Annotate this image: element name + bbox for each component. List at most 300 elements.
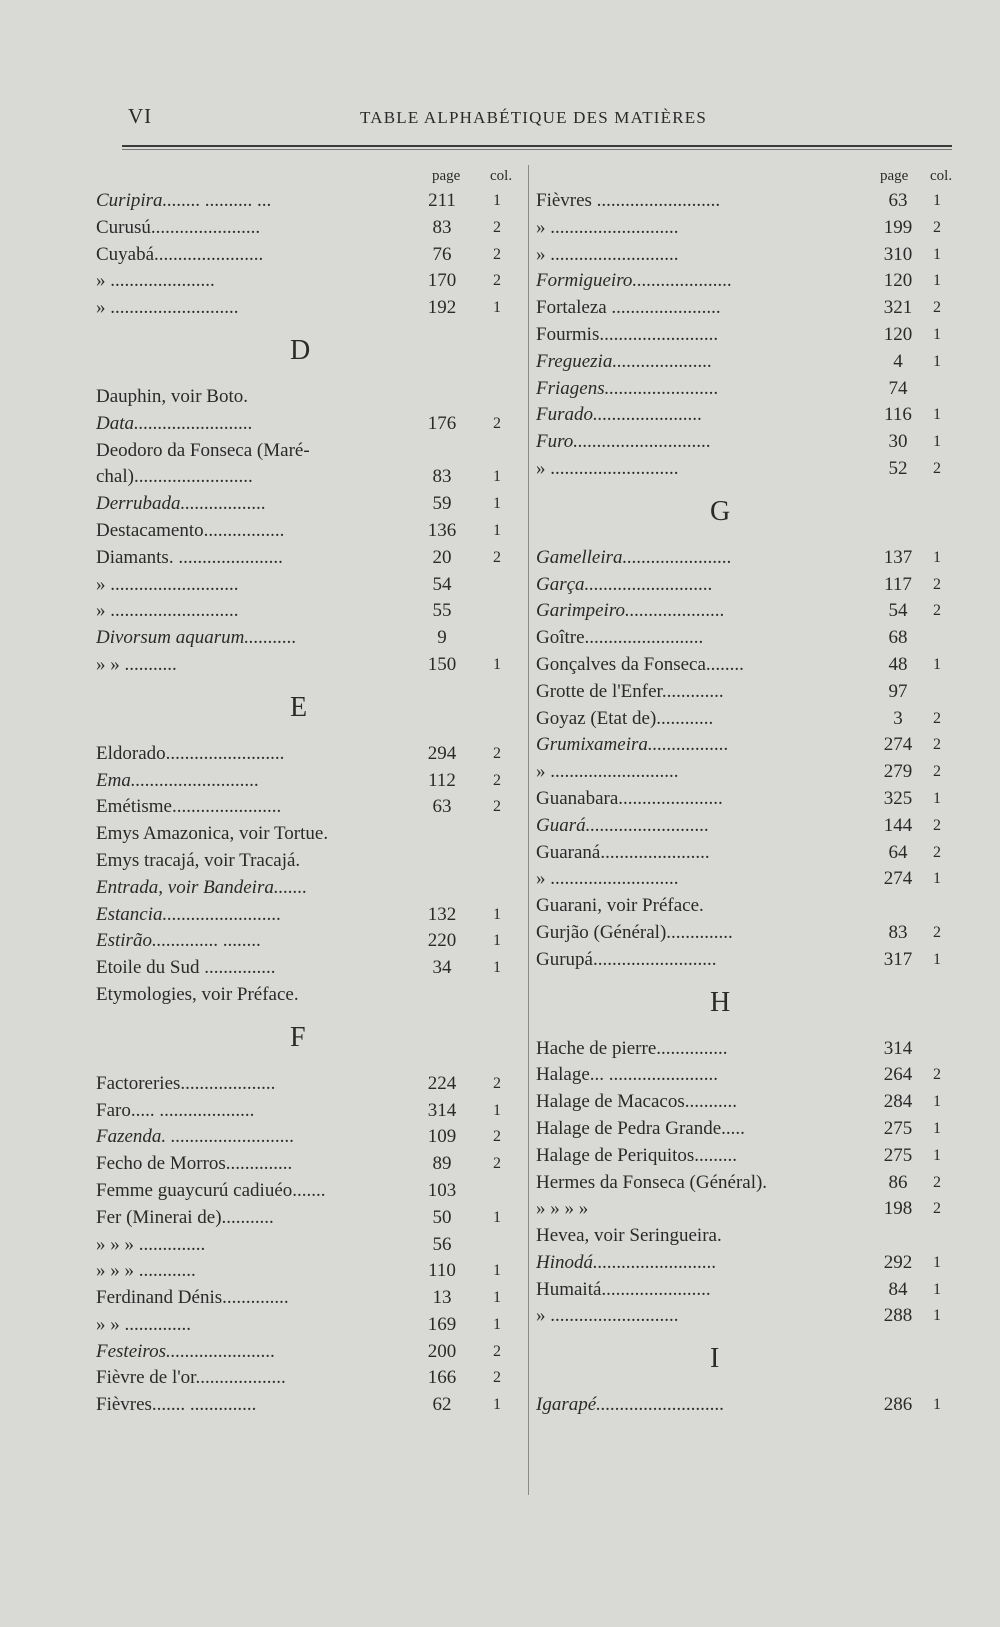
entry-label: » ........................... bbox=[536, 868, 679, 890]
entry-label: Igarapé........................... bbox=[536, 1394, 725, 1416]
entry-page: 199 bbox=[883, 216, 913, 238]
entry-label: Grumixameira................. bbox=[536, 734, 729, 756]
entry-label: Freguezia..................... bbox=[536, 350, 713, 372]
entry-page: 48 bbox=[888, 653, 908, 675]
entry-label: Fecho de Morros.............. bbox=[96, 1153, 293, 1175]
index-entry bbox=[86, 794, 516, 821]
index-entry bbox=[528, 1392, 958, 1419]
entry-label: Halage... ....................... bbox=[536, 1064, 719, 1086]
entry-label: Garimpeiro..................... bbox=[536, 600, 725, 622]
index-entry bbox=[86, 1312, 516, 1339]
entry-col: 1 bbox=[933, 352, 941, 370]
entry-col: 1 bbox=[493, 299, 501, 317]
entry-page: 83 bbox=[432, 466, 452, 488]
entry-col: 1 bbox=[933, 1146, 941, 1164]
entry-col: 2 bbox=[933, 843, 941, 861]
entry-page: 62 bbox=[432, 1394, 452, 1416]
entry-page: 59 bbox=[432, 493, 452, 515]
entry-page: 83 bbox=[432, 216, 452, 238]
entry-col: 2 bbox=[493, 1074, 501, 1092]
index-entry bbox=[528, 759, 958, 786]
page-number: VI bbox=[128, 104, 153, 128]
index-entry bbox=[528, 1277, 958, 1304]
entry-label: Fortaleza ....................... bbox=[536, 297, 721, 319]
index-entry bbox=[86, 768, 516, 795]
entry-label: Furado....................... bbox=[536, 404, 703, 426]
section-letter-row bbox=[86, 1009, 516, 1071]
entry-page: 54 bbox=[888, 600, 908, 622]
entry-label: Eldorado......................... bbox=[96, 742, 285, 764]
entry-page: 192 bbox=[427, 297, 457, 319]
entry-label: Factoreries.................... bbox=[96, 1072, 276, 1094]
index-entry bbox=[528, 625, 958, 652]
entry-label: Halage de Pedra Grande..... bbox=[536, 1117, 745, 1139]
index-entry bbox=[86, 1365, 516, 1392]
entry-label: » » » .............. bbox=[96, 1233, 206, 1255]
page-heading: page bbox=[880, 168, 909, 184]
entry-label: Emétisme....................... bbox=[96, 796, 282, 818]
entry-col: 1 bbox=[493, 655, 501, 673]
index-entry bbox=[528, 402, 958, 429]
entry-col: 2 bbox=[933, 1173, 941, 1191]
index-entry bbox=[86, 902, 516, 929]
index-entry bbox=[86, 464, 516, 491]
index-entry bbox=[528, 866, 958, 893]
right-column bbox=[528, 160, 958, 1419]
index-entry bbox=[528, 1223, 958, 1250]
entry-label: Halage de Periquitos......... bbox=[536, 1144, 738, 1166]
entry-label: Emys tracajá, voir Tracajá. bbox=[96, 849, 301, 871]
entry-page: 120 bbox=[883, 323, 913, 345]
col-heading: col. bbox=[490, 168, 513, 184]
entry-page: 112 bbox=[428, 769, 456, 791]
entry-col: 2 bbox=[493, 1155, 501, 1173]
entry-page: 176 bbox=[427, 412, 457, 434]
entry-col: 2 bbox=[933, 1066, 941, 1084]
entry-label: Cuyabá....................... bbox=[96, 243, 264, 265]
entry-label: Fourmis......................... bbox=[536, 323, 719, 345]
entry-page: 150 bbox=[427, 653, 457, 675]
entry-page: 274 bbox=[883, 734, 913, 756]
entry-page: 211 bbox=[428, 190, 456, 211]
entry-label: Dauphin, voir Boto. bbox=[96, 385, 248, 407]
section-letter: G bbox=[710, 495, 731, 527]
entry-col: 2 bbox=[493, 1342, 501, 1360]
index-entry bbox=[86, 518, 516, 545]
entry-col: 2 bbox=[493, 218, 501, 236]
entry-col: 1 bbox=[933, 406, 941, 424]
entry-page: 325 bbox=[883, 787, 913, 809]
entry-label: Gurjão (Général).............. bbox=[536, 921, 733, 943]
entry-label: Guarani, voir Préface. bbox=[536, 895, 704, 917]
entry-col: 2 bbox=[933, 218, 941, 236]
entry-label: Diamants. ...................... bbox=[96, 546, 283, 568]
entry-label: Fer (Minerai de)........... bbox=[96, 1206, 274, 1228]
entry-col: 1 bbox=[933, 548, 941, 566]
entry-label: Femme guaycurú cadiuéo....... bbox=[96, 1179, 326, 1201]
entry-label: Emys Amazonica, voir Tortue. bbox=[96, 823, 329, 845]
entry-label: Grotte de l'Enfer............. bbox=[536, 680, 724, 702]
entry-page: 275 bbox=[883, 1144, 913, 1166]
entry-label: Estancia......................... bbox=[96, 903, 282, 925]
entry-page: 170 bbox=[427, 270, 457, 292]
entry-col: 1 bbox=[933, 1253, 941, 1271]
entry-col: 2 bbox=[493, 1128, 501, 1146]
index-entry bbox=[86, 438, 516, 465]
entry-page: 224 bbox=[427, 1072, 457, 1094]
entry-col: 1 bbox=[493, 1262, 501, 1280]
entry-col: 2 bbox=[933, 763, 941, 781]
entry-col: 2 bbox=[933, 1200, 941, 1218]
entry-col: 1 bbox=[493, 192, 501, 209]
index-entry bbox=[528, 242, 958, 269]
entry-col: 1 bbox=[493, 959, 501, 977]
entry-page: 50 bbox=[432, 1206, 452, 1228]
index-entry bbox=[528, 813, 958, 840]
entry-page: 68 bbox=[888, 627, 908, 649]
entry-page: 321 bbox=[883, 297, 913, 319]
index-entry bbox=[86, 875, 516, 902]
entry-page: 34 bbox=[432, 957, 452, 979]
entry-label: Hevea, voir Seringueira. bbox=[536, 1225, 722, 1247]
entry-label: Guará.......................... bbox=[536, 814, 710, 836]
index-entry bbox=[528, 1196, 958, 1223]
entry-page: 310 bbox=[883, 243, 913, 265]
index-entry bbox=[528, 349, 958, 376]
entry-label: Halage de Macacos........... bbox=[536, 1091, 738, 1113]
entry-label: Fièvre de l'or................... bbox=[96, 1367, 286, 1389]
left-column-header bbox=[86, 160, 516, 188]
entry-label: Gurupá.......................... bbox=[536, 948, 717, 970]
entry-col: 2 bbox=[933, 602, 941, 620]
section-letter-row bbox=[86, 322, 516, 384]
index-entry bbox=[86, 411, 516, 438]
entry-col: 1 bbox=[493, 1101, 501, 1119]
index-entry bbox=[528, 572, 958, 599]
entry-label: Fazenda. .......................... bbox=[96, 1126, 295, 1148]
index-entry bbox=[528, 322, 958, 349]
left-column bbox=[86, 160, 516, 1419]
index-entry bbox=[86, 572, 516, 599]
entry-page: 76 bbox=[432, 243, 452, 265]
entry-page: 103 bbox=[427, 1179, 457, 1201]
entry-page: 274 bbox=[883, 868, 913, 890]
entry-label: Formigueiro..................... bbox=[536, 270, 733, 292]
entry-page: 74 bbox=[888, 377, 908, 399]
entry-col: 1 bbox=[933, 433, 941, 451]
entry-page: 64 bbox=[888, 841, 908, 863]
entry-col: 1 bbox=[493, 905, 501, 923]
entry-col: 1 bbox=[933, 325, 941, 343]
entry-page: 220 bbox=[427, 930, 457, 952]
entry-col: 2 bbox=[493, 798, 501, 816]
entry-label: Guanabara...................... bbox=[536, 787, 723, 809]
index-entry bbox=[528, 295, 958, 322]
entry-label: » ........................... bbox=[536, 216, 679, 238]
col-heading: col. bbox=[930, 168, 953, 184]
entry-page: 55 bbox=[432, 600, 452, 622]
entry-col: 2 bbox=[493, 414, 501, 432]
entry-col: 2 bbox=[933, 575, 941, 593]
index-entry bbox=[86, 268, 516, 295]
entry-page: 52 bbox=[888, 457, 908, 479]
entry-label: Etymologies, voir Préface. bbox=[96, 983, 299, 1005]
index-entry bbox=[528, 706, 958, 733]
index-entry bbox=[86, 1124, 516, 1151]
index-entry bbox=[528, 1170, 958, 1197]
entry-page: 54 bbox=[432, 573, 452, 595]
entry-col: 1 bbox=[933, 272, 941, 290]
entry-page: 3 bbox=[893, 707, 903, 729]
page-heading: page bbox=[432, 168, 461, 184]
entry-page: 9 bbox=[437, 627, 447, 649]
entry-page: 63 bbox=[888, 190, 908, 211]
index-entry bbox=[86, 1392, 516, 1419]
section-letter: E bbox=[290, 691, 308, 723]
entry-col: 2 bbox=[493, 1369, 501, 1387]
entry-label: chal)......................... bbox=[96, 466, 253, 488]
index-entry bbox=[86, 1098, 516, 1125]
section-letter: F bbox=[290, 1021, 306, 1053]
entry-label: » ........................... bbox=[536, 457, 679, 479]
entry-col: 1 bbox=[493, 495, 501, 513]
index-entry bbox=[86, 188, 516, 215]
entry-col: 2 bbox=[493, 272, 501, 290]
index-entry bbox=[86, 928, 516, 955]
entry-page: 109 bbox=[427, 1126, 457, 1148]
entry-label: Faro..... .................... bbox=[96, 1099, 255, 1121]
index-entry bbox=[528, 920, 958, 947]
entry-page: 317 bbox=[883, 948, 913, 970]
entry-page: 84 bbox=[888, 1278, 908, 1300]
right-column-header bbox=[528, 160, 958, 188]
entry-page: 294 bbox=[427, 742, 457, 764]
index-entry bbox=[528, 786, 958, 813]
entry-label: Data......................... bbox=[96, 412, 253, 434]
entry-page: 314 bbox=[883, 1037, 913, 1059]
header-rule-thin bbox=[122, 149, 952, 150]
entry-label: » ........................... bbox=[96, 573, 239, 595]
entry-col: 1 bbox=[493, 521, 501, 539]
index-entry bbox=[528, 456, 958, 483]
entry-label: Ema........................... bbox=[96, 769, 260, 791]
entry-label: Derrubada.................. bbox=[96, 493, 266, 515]
entry-label: Gonçalves da Fonseca........ bbox=[536, 653, 744, 675]
entry-page: 288 bbox=[883, 1305, 913, 1327]
entry-page: 275 bbox=[883, 1117, 913, 1139]
entry-page: 89 bbox=[432, 1153, 452, 1175]
entry-col: 1 bbox=[493, 1315, 501, 1333]
entry-label: » ........................... bbox=[536, 761, 679, 783]
entry-label: » ........................... bbox=[96, 297, 239, 319]
entry-page: 144 bbox=[883, 814, 913, 836]
entry-label: Festeiros....................... bbox=[96, 1340, 276, 1362]
index-entry bbox=[86, 821, 516, 848]
index-entry bbox=[528, 598, 958, 625]
entry-page: 264 bbox=[883, 1064, 913, 1086]
entry-label: Humaitá....................... bbox=[536, 1278, 711, 1300]
page-header bbox=[0, 104, 1000, 134]
entry-label: Friagens........................ bbox=[536, 377, 719, 399]
entry-label: Goyaz (Etat de)............ bbox=[536, 707, 714, 729]
section-letter: D bbox=[290, 334, 311, 366]
entry-label: Hache de pierre............... bbox=[536, 1037, 728, 1059]
index-entry bbox=[528, 1250, 958, 1277]
index-entry bbox=[86, 295, 516, 322]
running-title: TABLE ALPHABÉTIQUE DES MATIÈRES bbox=[360, 108, 708, 127]
entry-page: 137 bbox=[883, 546, 913, 568]
entry-col: 1 bbox=[933, 655, 941, 673]
entry-page: 136 bbox=[427, 519, 457, 541]
entry-page: 13 bbox=[432, 1287, 452, 1309]
index-entry bbox=[86, 955, 516, 982]
index-entry bbox=[86, 598, 516, 625]
entry-label: » ........................... bbox=[536, 243, 679, 265]
index-entry bbox=[86, 1151, 516, 1178]
entry-col: 2 bbox=[933, 709, 941, 727]
index-entry bbox=[86, 982, 516, 1009]
index-entry bbox=[86, 242, 516, 269]
entry-page: 83 bbox=[888, 921, 908, 943]
entry-col: 2 bbox=[493, 771, 501, 789]
entry-page: 200 bbox=[427, 1340, 457, 1362]
index-entry bbox=[86, 848, 516, 875]
entry-label: » ........................... bbox=[536, 1305, 679, 1327]
section-letter: I bbox=[710, 1343, 720, 1375]
section-letter-row bbox=[528, 1330, 958, 1392]
entry-label: Guaraná....................... bbox=[536, 841, 710, 863]
entry-col: 1 bbox=[933, 1307, 941, 1325]
entry-label: Goître......................... bbox=[536, 627, 704, 649]
entry-label: Entrada, voir Bandeira....... bbox=[96, 876, 308, 898]
index-entry bbox=[528, 1303, 958, 1330]
index-entry bbox=[528, 679, 958, 706]
entry-label: Fièvres....... .............. bbox=[96, 1394, 257, 1416]
entry-page: 56 bbox=[432, 1233, 452, 1255]
index-entry bbox=[86, 1205, 516, 1232]
entry-col: 2 bbox=[933, 816, 941, 834]
entry-col: 2 bbox=[493, 548, 501, 566]
entry-page: 20 bbox=[432, 546, 452, 568]
index-entry bbox=[86, 545, 516, 572]
entry-label: Ferdinand Dénis.............. bbox=[96, 1287, 289, 1309]
index-entry bbox=[528, 215, 958, 242]
entry-page: 116 bbox=[884, 404, 912, 426]
entry-page: 132 bbox=[427, 903, 457, 925]
index-entry bbox=[86, 741, 516, 768]
entry-page: 166 bbox=[427, 1367, 457, 1389]
index-entry bbox=[528, 840, 958, 867]
entry-label: Deodoro da Fonseca (Maré- bbox=[96, 439, 310, 461]
index-entry bbox=[528, 1143, 958, 1170]
entry-col: 2 bbox=[493, 744, 501, 762]
entry-page: 292 bbox=[883, 1251, 913, 1273]
entry-label: Fièvres .......................... bbox=[536, 190, 721, 211]
entry-col: 1 bbox=[933, 950, 941, 968]
entry-page: 169 bbox=[427, 1313, 457, 1335]
index-entry bbox=[86, 215, 516, 242]
entry-label: Curipira........ .......... ... bbox=[96, 190, 272, 211]
section-letter-row bbox=[528, 974, 958, 1036]
index-entry bbox=[86, 1232, 516, 1259]
index-entry bbox=[528, 652, 958, 679]
entry-label: Curusú....................... bbox=[96, 216, 261, 238]
entry-col: 1 bbox=[493, 1208, 501, 1226]
index-entry bbox=[528, 376, 958, 403]
entry-col: 1 bbox=[933, 1093, 941, 1111]
entry-page: 30 bbox=[888, 431, 908, 453]
entry-label: » » » ............ bbox=[96, 1260, 196, 1282]
header-rule bbox=[122, 145, 952, 147]
entry-page: 198 bbox=[883, 1198, 913, 1220]
entry-page: 86 bbox=[888, 1171, 908, 1193]
entry-col: 1 bbox=[933, 1280, 941, 1298]
entry-col: 2 bbox=[493, 245, 501, 263]
entry-col: 1 bbox=[933, 1119, 941, 1137]
index-entry bbox=[528, 1089, 958, 1116]
index-entry bbox=[528, 732, 958, 759]
entry-page: 286 bbox=[883, 1394, 913, 1416]
index-entry bbox=[86, 1285, 516, 1312]
entry-label: Hinodá.......................... bbox=[536, 1251, 717, 1273]
entry-col: 1 bbox=[933, 1396, 941, 1414]
entry-col: 1 bbox=[933, 245, 941, 263]
entry-col: 2 bbox=[933, 923, 941, 941]
index-entry bbox=[86, 1339, 516, 1366]
entry-label: Etoile du Sud ............... bbox=[96, 957, 276, 979]
index-entry bbox=[86, 384, 516, 411]
index-entry bbox=[528, 1062, 958, 1089]
entry-col: 2 bbox=[933, 299, 941, 317]
entry-col: 1 bbox=[493, 1289, 501, 1307]
index-entry bbox=[528, 188, 958, 215]
entry-label: Gamelleira....................... bbox=[536, 546, 732, 568]
section-letter: H bbox=[710, 986, 731, 1018]
index-entry bbox=[86, 1071, 516, 1098]
entry-label: Furo............................. bbox=[536, 431, 712, 453]
entry-label: Estirão.............. ........ bbox=[96, 930, 262, 952]
index-entry bbox=[528, 268, 958, 295]
index-entry bbox=[528, 947, 958, 974]
index-entry bbox=[528, 893, 958, 920]
entry-page: 117 bbox=[884, 573, 912, 595]
entry-label: Destacamento................. bbox=[96, 519, 285, 541]
index-entry bbox=[528, 429, 958, 456]
section-letter-row bbox=[528, 483, 958, 545]
section-letter-row bbox=[86, 679, 516, 741]
index-entry bbox=[86, 625, 516, 652]
index-entry bbox=[528, 545, 958, 572]
entry-page: 284 bbox=[883, 1091, 913, 1113]
entry-col: 1 bbox=[493, 468, 501, 486]
entry-col: 1 bbox=[493, 932, 501, 950]
entry-label: » ...................... bbox=[96, 270, 215, 292]
entry-label: Garça........................... bbox=[536, 573, 713, 595]
entry-label: Divorsum aquarum........... bbox=[96, 627, 297, 649]
entry-label: » ........................... bbox=[96, 600, 239, 622]
entry-page: 120 bbox=[883, 270, 913, 292]
entry-col: 1 bbox=[933, 789, 941, 807]
index-entry bbox=[86, 652, 516, 679]
entry-label: Hermes da Fonseca (Général). bbox=[536, 1171, 768, 1193]
entry-page: 63 bbox=[432, 796, 452, 818]
entry-label: » » ........... bbox=[96, 653, 177, 675]
entry-page: 4 bbox=[893, 350, 903, 372]
index-entry bbox=[528, 1036, 958, 1063]
entry-col: 2 bbox=[933, 459, 941, 477]
entry-col: 1 bbox=[933, 870, 941, 888]
entry-col: 1 bbox=[493, 1396, 501, 1414]
